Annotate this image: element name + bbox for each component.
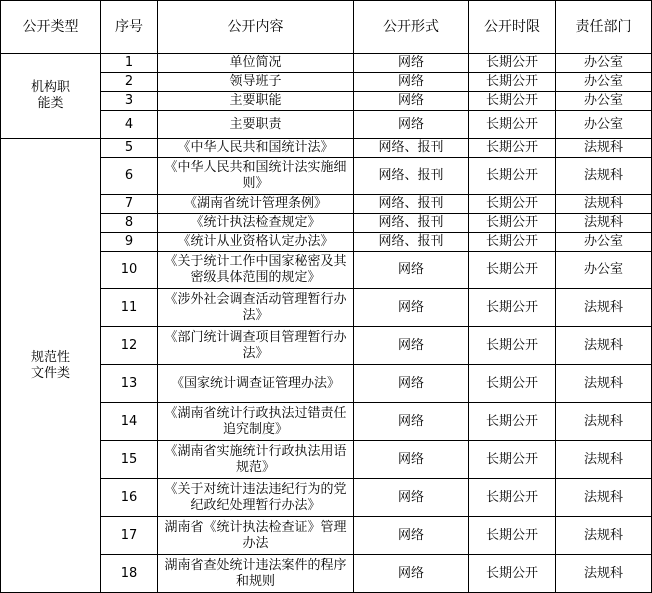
row-dept: 法规科 [556,289,652,327]
row-form: 网络 [354,365,469,403]
row-number: 17 [101,517,158,555]
row-content: 湖南省查处统计违法案件的程序和规则 [158,555,354,593]
row-form: 网络 [354,252,469,289]
row-form: 网络 [354,73,469,92]
row-number: 18 [101,555,158,593]
row-period: 长期公开 [469,195,556,214]
row-form: 网络 [354,327,469,365]
header-type: 公开类型 [1,1,101,54]
row-number: 3 [101,92,158,111]
row-period: 长期公开 [469,441,556,479]
row-form: 网络、报刊 [354,195,469,214]
row-dept: 办公室 [556,54,652,73]
row-dept: 办公室 [556,73,652,92]
row-form: 网络 [354,54,469,73]
row-number: 4 [101,111,158,139]
row-form: 网络 [354,92,469,111]
row-period: 长期公开 [469,365,556,403]
row-content: 《湖南省实施统计行政执法用语规范》 [158,441,354,479]
row-period: 长期公开 [469,403,556,441]
row-period: 长期公开 [469,214,556,233]
category-org-cell [1,54,101,139]
row-content: 《湖南省统计管理条例》 [158,195,354,214]
row-period: 长期公开 [469,139,556,158]
row-number: 7 [101,195,158,214]
category-norm-cell [1,139,101,593]
row-content: 单位简况 [158,54,354,73]
row-number: 11 [101,289,158,327]
row-content: 《国家统计调查证管理办法》 [158,365,354,403]
table-row [1,54,652,73]
row-form: 网络、报刊 [354,139,469,158]
row-number: 15 [101,441,158,479]
row-dept: 法规科 [556,365,652,403]
row-dept: 办公室 [556,92,652,111]
header-row [1,1,652,54]
row-period: 长期公开 [469,158,556,195]
row-period: 长期公开 [469,555,556,593]
table-row [1,139,652,158]
header-dept: 责任部门 [556,1,652,54]
row-dept: 法规科 [556,441,652,479]
row-form: 网络、报刊 [354,233,469,252]
row-form: 网络 [354,441,469,479]
row-period: 长期公开 [469,111,556,139]
row-dept: 法规科 [556,214,652,233]
row-content: 《中华人民共和国统计法》 [158,139,354,158]
row-period: 长期公开 [469,252,556,289]
row-content: 《湖南省统计行政执法过错责任追究制度》 [158,403,354,441]
row-dept: 办公室 [556,233,652,252]
row-period: 长期公开 [469,92,556,111]
row-content: 《关于统计工作中国家秘密及其密级具体范围的规定》 [158,252,354,289]
row-number: 6 [101,158,158,195]
row-form: 网络 [354,111,469,139]
row-dept: 法规科 [556,327,652,365]
row-content: 湖南省《统计执法检查证》管理办法 [158,517,354,555]
row-number: 10 [101,252,158,289]
row-period: 长期公开 [469,289,556,327]
row-form: 网络、报刊 [354,214,469,233]
row-form: 网络 [354,555,469,593]
row-number: 14 [101,403,158,441]
row-dept: 法规科 [556,403,652,441]
row-dept: 办公室 [556,252,652,289]
row-period: 长期公开 [469,327,556,365]
row-dept: 法规科 [556,479,652,517]
row-form: 网络 [354,517,469,555]
row-dept: 法规科 [556,555,652,593]
row-period: 长期公开 [469,517,556,555]
row-number: 2 [101,73,158,92]
row-content: 《部门统计调查项目管理暂行办法》 [158,327,354,365]
row-dept: 法规科 [556,517,652,555]
row-form: 网络 [354,403,469,441]
row-form: 网络 [354,479,469,517]
row-form: 网络、报刊 [354,158,469,195]
row-period: 长期公开 [469,233,556,252]
row-content: 《关于对统计违法违纪行为的党纪政纪处理暂行办法》 [158,479,354,517]
header-period: 公开时限 [469,1,556,54]
row-dept: 法规科 [556,195,652,214]
category-norm-label: 规范性文件类 [30,349,70,381]
row-dept: 办公室 [556,111,652,139]
row-dept: 法规科 [556,139,652,158]
row-number: 1 [101,54,158,73]
header-number: 序号 [101,1,158,54]
row-content: 《统计执法检查规定》 [158,214,354,233]
header-content: 公开内容 [158,1,354,54]
row-dept: 法规科 [556,158,652,195]
row-period: 长期公开 [469,54,556,73]
row-content: 领导班子 [158,73,354,92]
row-number: 16 [101,479,158,517]
row-number: 12 [101,327,158,365]
header-form: 公开形式 [354,1,469,54]
row-content: 《统计从业资格认定办法》 [158,233,354,252]
row-number: 5 [101,139,158,158]
row-number: 9 [101,233,158,252]
row-content: 主要职责 [158,111,354,139]
row-number: 13 [101,365,158,403]
category-org-label: 机构职能类 [30,80,70,111]
row-content: 主要职能 [158,92,354,111]
row-form: 网络 [354,289,469,327]
row-number: 8 [101,214,158,233]
row-period: 长期公开 [469,73,556,92]
row-content: 《中华人民共和国统计法实施细则》 [158,158,354,195]
row-period: 长期公开 [469,479,556,517]
row-content: 《涉外社会调查活动管理暂行办法》 [158,289,354,327]
